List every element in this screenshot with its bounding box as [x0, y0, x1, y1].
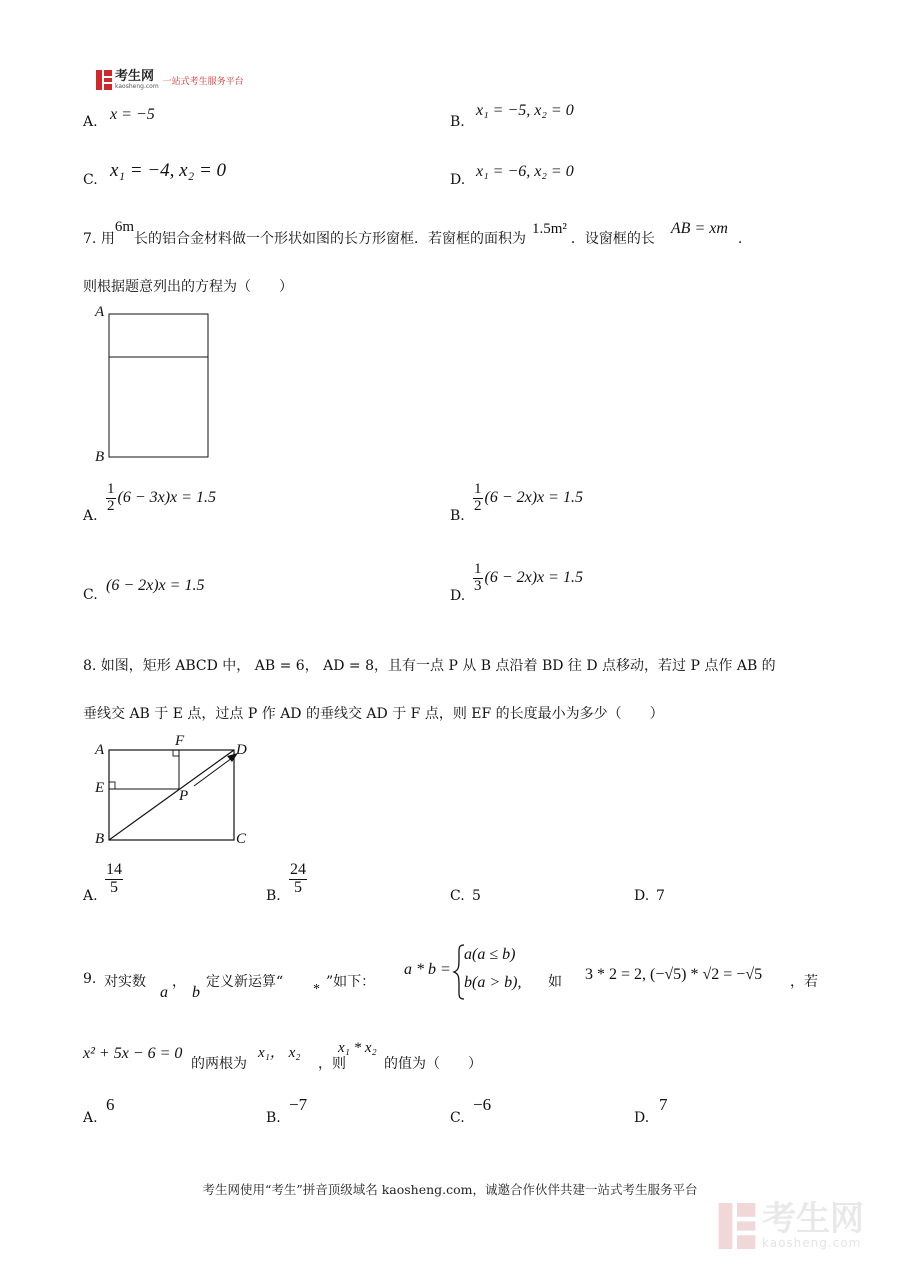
q8-fig-label-c: C	[236, 831, 247, 847]
q9-example: 3 * 2 = 2, (−√5) * √2 = −√5	[585, 966, 763, 983]
q7-option-a-expr: (6 − 3x)x = 1.5	[117, 489, 216, 507]
q6-option-a: x = −5	[110, 106, 155, 123]
q6-option-b-label: B.	[450, 114, 465, 130]
q9-star: *	[313, 982, 320, 997]
q6-option-c: x₁ = −4, x₂ = 0	[110, 160, 227, 181]
q7-length: 6m	[114, 219, 134, 235]
q6-option-d: x₁ = −6, x₂ = 0	[476, 163, 574, 180]
q8-option-a-den: 5	[110, 878, 118, 896]
q7-option-d-num: 1	[474, 561, 482, 577]
logo-tagline: 一站式考生服务平台	[162, 76, 244, 87]
q9-option-b-label: B.	[266, 1110, 281, 1126]
q8-fig-label-d: D	[236, 742, 247, 758]
q8-fig-label-a: A	[95, 742, 105, 758]
q7-text-4: .	[737, 231, 743, 247]
q7-option-b-label: B.	[450, 508, 465, 524]
q8-fig-label-e: E	[95, 780, 105, 796]
q7-option-b	[473, 482, 583, 515]
q7-option-c-label: C.	[83, 587, 98, 603]
q9-option-a-label: A.	[83, 1110, 98, 1126]
q9-text-3: ”如下：	[326, 974, 376, 990]
q9-definition-lhs: a * b =	[404, 961, 451, 978]
q7-option-d	[473, 562, 583, 595]
q7-number: 7.	[83, 231, 97, 247]
q8-option-c-label: C.	[450, 888, 465, 904]
q7-option-a-fraction	[106, 482, 116, 515]
q8-option-a-num: 14	[106, 861, 122, 878]
q7-option-a	[106, 482, 216, 515]
q8-option-d: 7	[656, 888, 665, 904]
q9-comma: ，	[172, 974, 186, 990]
q8-option-b	[289, 862, 307, 897]
q7-fig-label-a: A	[95, 304, 105, 320]
q7-stem	[83, 219, 743, 248]
q9-option-d: 7	[659, 1095, 668, 1114]
q9-option-a: 6	[106, 1095, 115, 1114]
q8-fig-label-b: B	[95, 831, 105, 847]
q7-text-1: 用	[100, 231, 115, 247]
q6-option-a-label: A.	[83, 114, 98, 130]
q7-window-figure	[90, 300, 220, 470]
q9-option-d-label: D.	[634, 1110, 650, 1126]
q9-option-c: −6	[473, 1095, 492, 1114]
q9-text-7: ，则	[318, 1056, 346, 1072]
q8-option-d-label: D.	[634, 888, 650, 904]
q9-text-1: 对实数	[104, 974, 146, 990]
q7-option-a-num: 1	[107, 481, 115, 497]
page-footer: 考生网使用“考生”拼音顶级域名 kaosheng.com，诚邀合作伙伴共建一站式考生服务平台	[202, 1182, 698, 1197]
q7-option-b-den: 2	[474, 497, 482, 514]
q6-option-b: x₁ = −5, x₂ = 0	[476, 102, 574, 119]
q9-text-8: 的值为（ ）	[384, 1056, 482, 1072]
q9-roots: x₁， x₂	[258, 1045, 301, 1061]
logo-brand: 考生网	[115, 68, 155, 84]
q9-option-c-label: C.	[450, 1110, 465, 1126]
q7-option-a-den: 2	[107, 497, 115, 514]
q7-text-3: ．设窗框的长	[570, 231, 655, 247]
q8-option-b-den: 5	[294, 878, 302, 896]
q8-option-c: 5	[472, 888, 481, 904]
q7-option-d-den: 3	[474, 577, 482, 594]
q7-option-d-label: D.	[450, 588, 466, 604]
q9-text-4: 如	[548, 974, 562, 990]
q7-option-b-fraction	[473, 482, 483, 515]
header-logo	[96, 70, 244, 90]
q7-fig-label-b: B	[95, 449, 105, 465]
q9-var-b: b	[192, 984, 200, 1001]
q8-fig-label-f: F	[175, 733, 185, 749]
q9-number: 9.	[83, 971, 97, 987]
q7-option-b-num: 1	[474, 481, 482, 497]
q8-option-a	[105, 862, 123, 897]
q8-line2: 垂线交 AB 于 E 点，过点 P 作 AD 的垂线交 AD 于 F 点，则 EF 的长度最小为多少（ ）	[83, 706, 664, 722]
q8-fig-label-p: P	[179, 788, 189, 804]
logo-domain: kaosheng.com	[115, 82, 159, 90]
q9-var-a: a	[160, 984, 168, 1001]
q9-option-b: −7	[289, 1095, 308, 1114]
q9-expression: x₁ * x₂	[338, 1040, 377, 1056]
q7-option-d-fraction	[473, 562, 483, 595]
watermark	[718, 1199, 864, 1250]
q8-option-a-label: A.	[83, 888, 98, 904]
q7-area: 1.5m²	[531, 221, 567, 237]
watermark-domain: kaosheng.com	[762, 1236, 862, 1250]
q7-option-b-expr: (6 − 2x)x = 1.5	[484, 489, 583, 507]
q8-option-b-num: 24	[290, 861, 306, 878]
q9-text-5: ，若	[790, 974, 818, 990]
q6-option-d-label: D.	[450, 172, 466, 188]
q8-line1: 8. 如图，矩形 ABCD 中， AB = 6， AD = 8，且有一点 P 从 B 点沿着 BD 往 D 点移动，若过 P 点作 AB 的	[83, 658, 776, 674]
q7-line2: 则根据题意列出的方程为（ ）	[83, 279, 293, 295]
q7-option-d-expr: (6 − 2x)x = 1.5	[484, 569, 583, 587]
q8-option-b-label: B.	[266, 888, 281, 904]
q7-ab: AB = xm	[670, 220, 728, 237]
q9-text-2: 定义新运算“	[206, 974, 284, 990]
q6-option-c-label: C.	[83, 172, 98, 188]
logo-icon	[96, 70, 112, 90]
q7-text-2: 长的铝合金材料做一个形状如图的长方形窗框．若窗框的面积为	[133, 231, 526, 247]
q9-equation: x² + 5x − 6 = 0	[83, 1045, 183, 1062]
q9-case-1: a(a ≤ b)	[464, 946, 516, 963]
q7-option-a-label: A.	[83, 508, 98, 524]
watermark-brand: 考生网	[762, 1199, 864, 1239]
q9-text-6: 的两根为	[191, 1056, 247, 1072]
q9-case-2: b(a > b),	[464, 974, 522, 991]
watermark-logo-icon	[718, 1203, 756, 1249]
q7-option-c: (6 − 2x)x = 1.5	[106, 577, 205, 594]
